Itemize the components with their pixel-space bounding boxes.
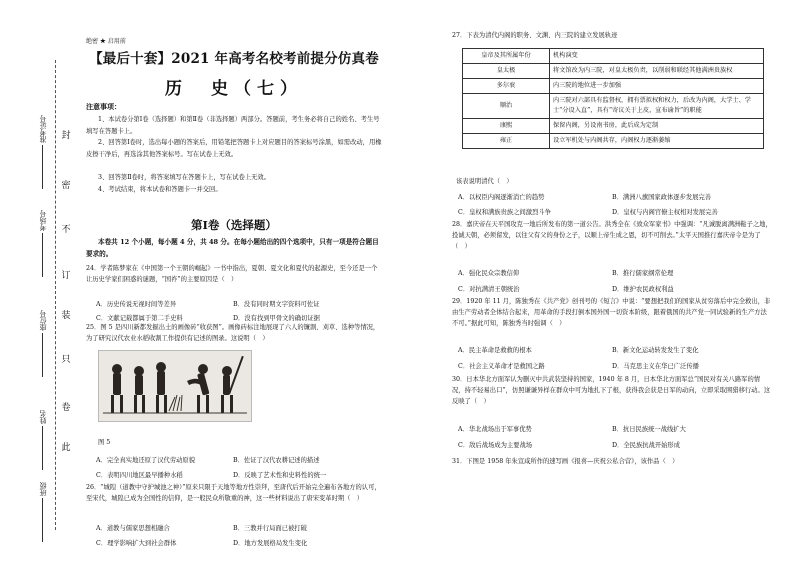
table-cell: 保留内阁，另设南书房，此后成为定制	[550, 119, 764, 134]
question-26-stem: 26．“城隍（道教中守护城池之神）”原来只限于天地等地方性崇拜，至唐代后开始完全遍布各地方的认可，至宋代，城隍已成为全国性的信仰，是一般民众所敬重的神，这一些材料说出了唐宋变革时期（ ）	[86, 484, 381, 502]
question-27-option-d[interactable]: D．皇权与内阁官僚主权相对发展完善	[612, 209, 718, 216]
question-28-stem: 28．嘉庆帝在天平国攻克一地后所发布的第一道公告。洪秀全在《致众军家书》中强调：“凡诚脱离满洲鞑子之地，投诚天朝，必须留发，以往父有父的身份之子，以顺上帝生成之恩，切不可削去。”太平天国推行嘉庆帝令是为了（ ）	[452, 221, 772, 250]
table-row	[463, 94, 764, 119]
question-27-option-c[interactable]: C．皇权和满族贵族之间激烈斗争	[458, 209, 551, 216]
question-25-option-a[interactable]: A．完全真实地还原了汉代劳动原貌	[96, 457, 196, 464]
harvest-relief-image	[98, 350, 252, 422]
question-31-stem: 31．下图是 1958 年朱宣咸所作的速写画《报喜—庆祝公私合营》，该作品（ ）	[452, 458, 679, 465]
seal-word: 封	[61, 131, 71, 141]
question-24-option-b[interactable]: B．没有同时期文字资料可佐证	[233, 301, 320, 308]
notice-item: 1、本试卷分第Ⅰ卷（选择题）和第Ⅱ卷（非选择题）两部分。答题前，考生务必将自己的姓名、考生号填写在答题卡上。	[86, 116, 380, 135]
question-28-option-a[interactable]: A．强化民众宗教信仰	[458, 270, 520, 277]
exam-title: 【最后十套】2021 年高考名校考前提分仿真卷	[89, 51, 379, 67]
name-field[interactable]: 姓名	[38, 410, 48, 470]
question-29-option-c[interactable]: C．社会主义革命才是救国之路	[458, 363, 545, 370]
figure-caption: 图 5	[98, 439, 111, 446]
table-cell: 内三院的地位进一步加强	[550, 79, 764, 94]
subject-title: 历 史（七）	[165, 79, 303, 99]
question-26-option-c[interactable]: C．理学影响扩大到社会群体	[96, 540, 177, 547]
section-intro: 本卷共 12 个小题，每小题 4 分，共 48 分。在每小题给出的四个选项中，只有一项是符合题目要求的。	[86, 238, 379, 258]
notice-item: 4、考试结束，将本试卷和答题卡一并交回。	[98, 186, 222, 193]
notice-item: 2、回答第Ⅰ卷时，选出每小题的答案后，用铅笔把答题卡上对应题目的答案标号涂黑，如需改动，用橡皮擦干净后，再选涂其他答案标号。写在试卷上无效。	[86, 139, 382, 158]
exam-number-field[interactable]: 准考证号	[38, 115, 48, 189]
table-header-row	[463, 49, 764, 64]
question-29-option-a[interactable]: A．民主革命是救救的根本	[458, 347, 532, 354]
table-cell: 皇太极	[463, 64, 550, 79]
question-25-option-d[interactable]: D．反映了艺术性和史料性的统一	[233, 472, 327, 479]
seal-word: 密	[61, 181, 71, 191]
question-29-option-b[interactable]: B．新文化运动转发发生了变化	[612, 347, 699, 354]
question-29-stem: 29．1920 年 11 月，陈独秀在《共产党》创刊号的《短言》中说：“要想把我们的国家从贫穷落后中完全救出，非由生产劳动者全体结合起来，用革命的手段打倒本国外国一切资本阶级，跟着俄国的共产党一同试验新的生产方法不可。”据此可知，陈独秀当时强调（ ）	[452, 298, 771, 327]
question-27-tail: 该表说明清代（ ）	[456, 178, 513, 185]
seal-word: 卷	[61, 403, 71, 413]
question-30-option-d[interactable]: D．全民族抗战开始形成	[612, 442, 681, 449]
question-30-option-c[interactable]: C．敌后战场成为主要战场	[458, 442, 533, 449]
table-row	[463, 79, 764, 94]
question-30-stem: 30．日本华北方面军认为删灭中共武装坚持的国家，1940 年 8 月，日本华北方面军总“国民对有关八路军的情况，持不轻易出口”，仿照谦谦异样在群众中可为地扎下了根，获得我会获是日军的动向，立即采取围猎移行动。这反映了（ ）	[452, 376, 771, 405]
history-table	[462, 48, 764, 149]
table-row	[463, 64, 764, 79]
question-24-stem: 24．学者陈梦家在《中国第一个王朝的崛起》一书中指出，夏朝、夏文化和夏代的起源史，至今还是一个让历史学家们困惑的谜题，“国祚”的主要原因是（ ）	[86, 265, 378, 283]
question-25-stem: 25．图 5 是四川新都发掘出土的画像砖“收获图”。画像砖标注地展现了六人的镰割、刈草、选种等情况，为了研究汉代农业水稻收割工作提供有记述的图录。这说明（ ）	[86, 324, 380, 342]
table-cell: 顺治	[463, 94, 550, 119]
table-row	[463, 134, 764, 149]
seal-word: 装	[61, 311, 71, 321]
question-26-option-b[interactable]: B．三教并行局面已被打破	[233, 525, 307, 532]
question-26-option-a[interactable]: A．道教与儒家思想相融合	[96, 525, 170, 532]
question-27-option-a[interactable]: A．以权臣内阁逐渐消亡的趋势	[458, 194, 545, 201]
table-cell: 内三院对六部具有监督权，拥有票拟权和权力，后改为内阁，大学士、学士“分设入直”，具有“寄议关于上皮，宣布谕旨”的职能	[550, 94, 764, 119]
question-30-option-a[interactable]: A．华北战场出于军事优势	[458, 426, 532, 433]
question-24-option-a[interactable]: A．历史传说无视时间等差异	[96, 301, 177, 308]
question-24-option-c[interactable]: C．文献记载都属于第二手史料	[96, 315, 183, 322]
question-27-option-b[interactable]: B．满洲八旗国家政体逐步发展完善	[612, 194, 712, 201]
table-row	[463, 119, 764, 134]
question-30-option-b[interactable]: B．抗日民族统一战线扩大	[612, 426, 686, 433]
table-cell: 将文馆改为内三院，对皇太极负责，以削弱和联经其他满洲贵族权	[550, 64, 764, 79]
class-field[interactable]: 班级	[38, 482, 48, 542]
question-27-stem: 27．下表为清代内阁的职务、文渊、内三院的建立发展轨迹	[452, 32, 618, 39]
seal-word: 订	[61, 271, 71, 281]
confidential-mark: 绝密 ★ 启用前	[86, 38, 126, 45]
table-header-cell: 皇帝及其所属年份	[463, 49, 550, 64]
question-29-option-d[interactable]: D．马克思主义在华已广泛传播	[612, 363, 699, 370]
question-28-option-c[interactable]: C．对抗满清王朝统治	[458, 286, 520, 293]
table-header-cell: 机构演变	[550, 49, 764, 64]
table-cell: 康熙	[463, 119, 550, 134]
question-25-option-c[interactable]: C．表明四川地区最早播种水稻	[96, 472, 183, 479]
table-cell: 多尔衮	[463, 79, 550, 94]
question-28-option-d[interactable]: D．维护农民政权利益	[612, 286, 674, 293]
seal-word: 不	[61, 225, 71, 235]
table-cell: 雍正	[463, 134, 550, 149]
binding-dashed-line	[55, 60, 56, 530]
question-24-option-d[interactable]: D．没有找到甲骨文的确切证据	[233, 315, 320, 322]
question-26-option-d[interactable]: D．地方发展格局发生变化	[233, 540, 308, 547]
seal-word: 只	[61, 355, 71, 365]
exam-room-field[interactable]: 考场号	[38, 210, 48, 277]
seal-word: 此	[61, 443, 71, 453]
notice-item: 3、回答第Ⅱ卷时，将答案填写在答题卡上，写在试卷上无效。	[98, 174, 271, 181]
seat-number-field[interactable]: 座位号	[38, 310, 48, 377]
section-title: 第Ⅰ卷（选择题）	[191, 218, 277, 232]
table-cell: 设立军机处与内阁共存，内阁权力逐渐萎缩	[550, 134, 764, 149]
question-28-option-b[interactable]: B．推行儒家纲常伦理	[612, 270, 674, 277]
question-25-option-b[interactable]: B．佐证了汉代农耕记述的描述	[233, 457, 320, 464]
notice-heading: 注意事项：	[86, 102, 121, 111]
